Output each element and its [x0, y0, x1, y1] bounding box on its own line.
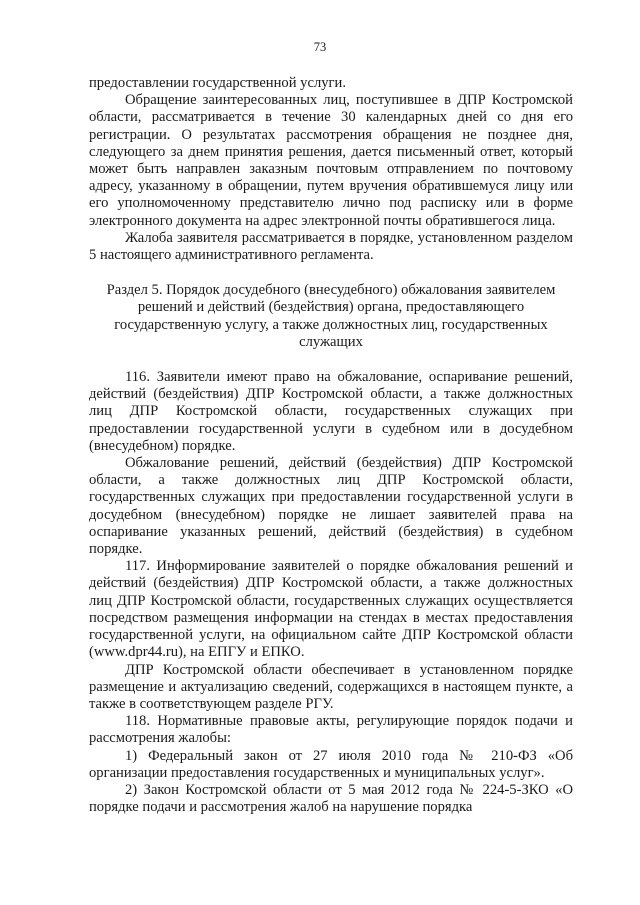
- paragraph-item-118-2: 2) Закон Костромской области от 5 мая 2012 года № 224-5-ЗКО «О порядке подачи и рассмотрения жалоб на нарушение порядка: [89, 781, 573, 816]
- paragraph-complaint-review: Жалоба заявителя рассматривается в порядке, установленном разделом 5 настоящего административного регламента.: [89, 229, 573, 264]
- paragraph-item-116: 116. Заявители имеют право на обжалование, оспаривание решений, действий (бездействия) ДПР Костромской области, а также должностных лиц ДПР Костромской области, государственных служащих при предоставлении государственной услуги в судебном или в досудебном (внесудебном) порядке.: [89, 369, 573, 454]
- paragraphs-before-heading: [89, 75, 573, 264]
- section-heading: Раздел 5. Порядок досудебного (внесудебного) обжалования заявителем решений и действий (бездействия) органа, предоставляющего государственную услугу, а также должностных лиц, государственных служащих: [106, 282, 556, 350]
- paragraph-continuation: предоставлении государственной услуги.: [89, 75, 346, 91]
- paragraph-item-118-1: 1) Федеральный закон от 27 июля 2010 года № 210-ФЗ «Об организации предоставления государственных и муниципальных услуг».: [89, 747, 573, 781]
- paragraph-item-117-placement: ДПР Костромской области обеспечивает в установленном порядке размещение и актуализацию сведений, содержащихся в настоящем пункте, а также в соответствующем разделе РГУ.: [89, 661, 573, 712]
- document-body: [89, 75, 573, 816]
- paragraph-item-116-appeal: Обжалование решений, действий (бездействия) ДПР Костромской области, а также должностных лиц ДПР Костромской области, государственных служащих при предоставлении государственной услуги в досудебном (внесудебном) порядке не лишает заявителей права на оспаривание указанных решений, действий (бездействия) в судебном порядке.: [89, 455, 573, 558]
- page-number: 73: [313, 40, 327, 54]
- paragraph-item-118: 118. Нормативные правовые акты, регулирующие порядок подачи и рассмотрения жалобы:: [89, 713, 573, 747]
- paragraphs-after-heading: [89, 369, 573, 816]
- paragraph-appeal-review: Обращение заинтересованных лиц, поступившее в ДПР Костромской области, рассматривается в течение 30 календарных дней со дня его регистрации. О результатах рассмотрения обращения не позднее дня, следующего за днем принятия решения, дается письменный ответ, который может быть направлен заказным почтовым отправлением по почтовому адресу, указанному в обращении, путем вручения обратившемуся лицу или его уполномоченному представителю лично под расписку или в форме электронного документа на адрес электронной почты обратившегося лица.: [89, 92, 573, 229]
- paragraph-item-117: 117. Информирование заявителей о порядке обжалования решений и действий (бездействия) ДПР Костромской области, а также должностных лиц ДПР Костромской области, государственных служащих осуществляется посредством размещения информации на стендах в местах предоставления государственной услуги, на официальном сайте ДПР Костромской области (www.dpr44.ru), на ЕПГУ и ЕПКО.: [89, 558, 573, 661]
